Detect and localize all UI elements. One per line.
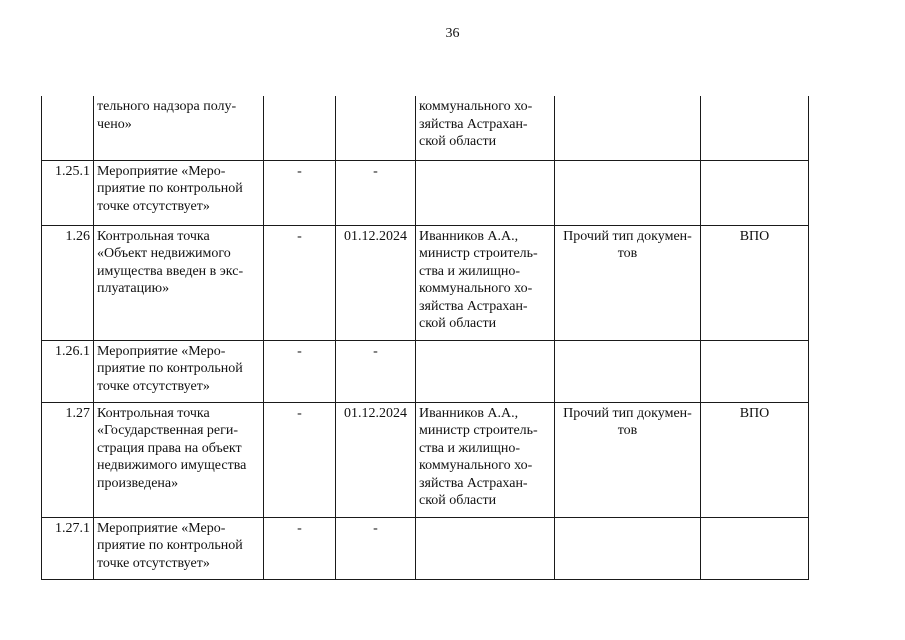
row-number: 1.25.1 [42, 160, 94, 225]
table-row [42, 225, 809, 340]
row-responsible: Иванников А.А., министр строитель- ства и жилищно- коммунального хо- зяйства Астрахан- ской области [416, 402, 555, 517]
table-row [42, 402, 809, 517]
row-responsible [416, 517, 555, 579]
row-doc-type [555, 517, 701, 579]
row-start [264, 96, 336, 160]
row-name: Мероприятие «Меро- приятие по контрольной точке отсутствует» [94, 517, 264, 579]
row-end: 01.12.2024 [336, 225, 416, 340]
control-points-table [41, 96, 809, 580]
row-end: - [336, 340, 416, 402]
table-row [42, 96, 809, 160]
row-responsible: коммунального хо- зяйства Астрахан- ской области [416, 96, 555, 160]
row-doc-type [555, 96, 701, 160]
row-start: - [264, 225, 336, 340]
table-row [42, 340, 809, 402]
row-name: Мероприятие «Меро- приятие по контрольной точке отсутствует» [94, 340, 264, 402]
row-number: 1.26 [42, 225, 94, 340]
row-name: Контрольная точка «Объект недвижимого имущества введен в экс- плуатацию» [94, 225, 264, 340]
row-info-system [701, 340, 809, 402]
row-info-system [701, 160, 809, 225]
row-end: 01.12.2024 [336, 402, 416, 517]
row-doc-type: Прочий тип докумен- тов [555, 225, 701, 340]
row-end [336, 96, 416, 160]
row-responsible: Иванников А.А., министр строитель- ства и жилищно- коммунального хо- зяйства Астрахан- ской области [416, 225, 555, 340]
row-doc-type: Прочий тип докумен- тов [555, 402, 701, 517]
row-name: Контрольная точка «Государственная реги- страция права на объект недвижимого имущества произведена» [94, 402, 264, 517]
row-end: - [336, 517, 416, 579]
row-start: - [264, 402, 336, 517]
row-end: - [336, 160, 416, 225]
row-start: - [264, 517, 336, 579]
row-number [42, 96, 94, 160]
row-doc-type [555, 340, 701, 402]
row-name: тельного надзора полу- чено» [94, 96, 264, 160]
row-responsible [416, 340, 555, 402]
row-info-system: ВПО [701, 402, 809, 517]
row-number: 1.27.1 [42, 517, 94, 579]
row-number: 1.26.1 [42, 340, 94, 402]
table-row [42, 160, 809, 225]
row-info-system: ВПО [701, 225, 809, 340]
row-info-system [701, 96, 809, 160]
row-doc-type [555, 160, 701, 225]
page-number: 36 [445, 26, 460, 41]
row-start: - [264, 160, 336, 225]
row-number: 1.27 [42, 402, 94, 517]
row-name: Мероприятие «Меро- приятие по контрольной точке отсутствует» [94, 160, 264, 225]
row-info-system [701, 517, 809, 579]
row-responsible [416, 160, 555, 225]
row-start: - [264, 340, 336, 402]
table-row [42, 517, 809, 579]
